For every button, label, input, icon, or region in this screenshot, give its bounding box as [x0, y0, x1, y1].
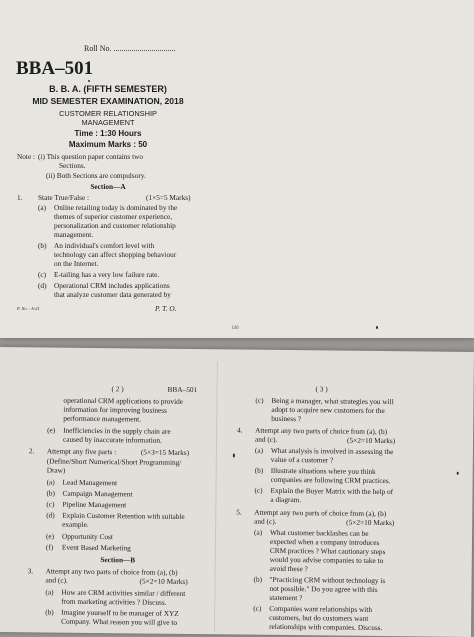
note-label: Note : [17, 152, 36, 161]
q1-c-label: (c) [38, 270, 47, 279]
q2-d-label: (d) [46, 510, 55, 520]
q1-d-continued: performance management. [63, 413, 142, 424]
q1-d-continued: operational CRM applications to provide [63, 395, 184, 406]
q1-a-line: themes of superior customer experience, [54, 212, 173, 221]
question-3-text: Attempt any two parts of choice from (a), (b) [45, 566, 178, 577]
course-title: B. B. A. (FIFTH SEMESTER) [49, 84, 167, 94]
time-allowed: Time : 1:30 Hours [74, 129, 142, 138]
q1-e-line: caused by inaccurate information. [62, 434, 162, 445]
q4-c-line: a diagram. [270, 494, 302, 505]
question-2-subtitle: (Define/Short Numerical/Short Programming/ [46, 456, 182, 467]
q5-a-line: CRM practices ? What cautionary steps [269, 545, 386, 557]
q2-a-label: (a) [46, 477, 55, 487]
q1-b-label: (b) [38, 241, 47, 250]
q4-a-line: value of a customer ? [270, 454, 334, 465]
q5-a-line: What customer backlashes can be [270, 527, 369, 538]
q1-a-line: personalization and customer relationship [54, 221, 176, 230]
ink-speck [376, 326, 378, 329]
question-2-text: Attempt any five parts : [46, 446, 117, 457]
page-fold-divider [214, 361, 218, 631]
q5-c-line: Companies want relationships with [269, 603, 373, 614]
q1-a-line: Online retailing today is dominated by the [54, 203, 178, 212]
question-5-text: and (c). [254, 516, 277, 526]
q2-f-label: (f) [45, 542, 54, 552]
exam-page-2-3 [0, 347, 474, 637]
q1-e-line: Inefficiencies in the supply chain are [63, 425, 171, 436]
q5-b-line: not possible." Do you agree with this [269, 583, 378, 594]
note-ii: (ii) Both Sections are compulsory. [46, 171, 146, 180]
question-5-text: Attempt any two parts of choice from (a), (b) [254, 507, 387, 519]
q1-a-label: (a) [38, 203, 47, 212]
section-a-heading: Section—A [90, 182, 126, 191]
question-5-number: 5. [236, 507, 242, 517]
roll-number-line: Roll No. ............................... [84, 44, 176, 53]
question-2-number: 2. [28, 446, 35, 456]
q1-d-label: (d) [38, 281, 47, 290]
q4-b-line: Illustrate situations where you think [270, 465, 376, 476]
q1-b-line: on the Internet. [54, 259, 99, 268]
question-5-marks: (5×2=10 Marks) [346, 517, 395, 528]
q5-b-line: "Practicing CRM without technology is [269, 574, 386, 586]
q5-c-line: customers, but do customers want [269, 612, 369, 623]
q5-a-line: avoid these ? [269, 563, 308, 574]
subject-line-1: CUSTOMER RELATIONSHIP [59, 109, 157, 118]
q2-b-text: Campaign Management [62, 488, 133, 499]
maximum-marks: Maximum Marks : 50 [68, 140, 148, 149]
q5-b-line: statement ? [269, 592, 303, 603]
q3-c-line: business ? [271, 413, 302, 424]
q5-a-line: would you advise companies to take to [269, 554, 384, 566]
q2-d-continued: example. [62, 519, 89, 529]
exam-title: MID SEMESTER EXAMINATION, 2018 [32, 96, 184, 106]
q1-e-label: (e) [47, 425, 56, 435]
q1-a-line: management. [54, 230, 94, 239]
q4-b-label: (b) [254, 465, 264, 475]
q2-d-text: Explain Customer Retention with suitable [62, 510, 185, 521]
q1-b-line: An individual's comfort level with [54, 241, 155, 250]
section-b-heading: Section—B [100, 555, 136, 565]
q1-d-line: Operational CRM includes applications [54, 281, 170, 290]
question-1-text: State True/False : [38, 193, 90, 202]
paper-code-page-2: BBA–501 [167, 384, 198, 395]
q1-d-line: that analyze customer data generated by [54, 290, 171, 299]
q2-c-label: (c) [46, 499, 55, 509]
question-4-text: and (c). [255, 434, 278, 444]
ink-speck [457, 472, 459, 475]
q4-a-line: What analysis is involved in assessing the [270, 445, 394, 457]
q5-b-label: (b) [253, 574, 263, 584]
note-i-line-2: Sections. [59, 161, 86, 170]
q3-b-label: (b) [45, 607, 54, 617]
q4-c-label: (c) [254, 485, 263, 495]
q2-b-label: (b) [46, 488, 56, 498]
q3-b-line: Company. What reason you will give to [61, 616, 178, 627]
q3-b-line: Imagine yourself to be manager of XYZ [61, 607, 179, 618]
q5-a-line: expected when a company introduces [269, 536, 380, 547]
question-4-number: 4. [237, 425, 243, 435]
q3-c-line: adopt to acquire new customers for the [271, 404, 385, 416]
q1-c-text: E-tailing has a very low failure rate. [54, 270, 160, 279]
note-i-line-1: (i) This question paper contains two [38, 152, 144, 161]
q5-c-label: (c) [253, 603, 262, 613]
question-3-text: and (c). [45, 575, 68, 585]
q3-a-label: (a) [45, 587, 54, 597]
q2-e-text: Opportunity Cost [61, 531, 113, 542]
q2-e-label: (e) [45, 531, 55, 541]
q5-c-line: relationships with companies. Discuss. [269, 621, 383, 633]
q2-c-text: Pipeline Management [62, 499, 127, 510]
q4-c-line: Explain the Buyer Matrix with the help of [270, 485, 394, 497]
page-stamp: I46 [232, 326, 239, 331]
q3-a-line: from marketing activities ? Discuss. [61, 596, 167, 607]
q1-d-continued: information for improving business [63, 404, 167, 415]
paper-code: BBA–501 [16, 58, 94, 79]
q2-a-text: Lead Management [62, 477, 118, 488]
q1-b-line: technology can affect shopping behaviour [54, 250, 177, 259]
q3-c-line: Being a manager, what strategies you will [271, 395, 394, 407]
question-2-marks: (5×3=15 Marks) [140, 447, 190, 457]
q5-a-label: (a) [254, 527, 263, 537]
question-3-marks: (5×2=10 Marks) [139, 576, 188, 586]
q4-b-line: companies are following CRM practices. [270, 474, 391, 486]
page-number-2: ( 2 ) [111, 384, 124, 394]
ink-speck [233, 453, 235, 457]
ink-speck [88, 80, 90, 82]
form-number: F. No. : b-21 [17, 306, 40, 311]
please-turn-over: P. T. O. [155, 304, 177, 313]
question-4-marks: (5×2=10 Marks) [346, 435, 396, 446]
question-3-number: 3. [27, 566, 34, 576]
question-1-marks: (1×5=5 Marks) [146, 193, 191, 202]
subject-line-2: MANAGEMENT [81, 118, 135, 127]
question-1-number: 1. [17, 193, 23, 202]
q3-a-line: How are CRM activities similar / different [61, 587, 186, 598]
q3-c-label: (c) [255, 395, 264, 405]
q4-a-label: (a) [254, 445, 264, 455]
q2-f-text: Event Based Marketing [61, 542, 131, 553]
question-4-text: Attempt any two parts of choice from (a), (b) [255, 425, 388, 437]
question-2-subtitle: Draw) [46, 465, 66, 475]
page-number-3: ( 3 ) [315, 384, 328, 394]
